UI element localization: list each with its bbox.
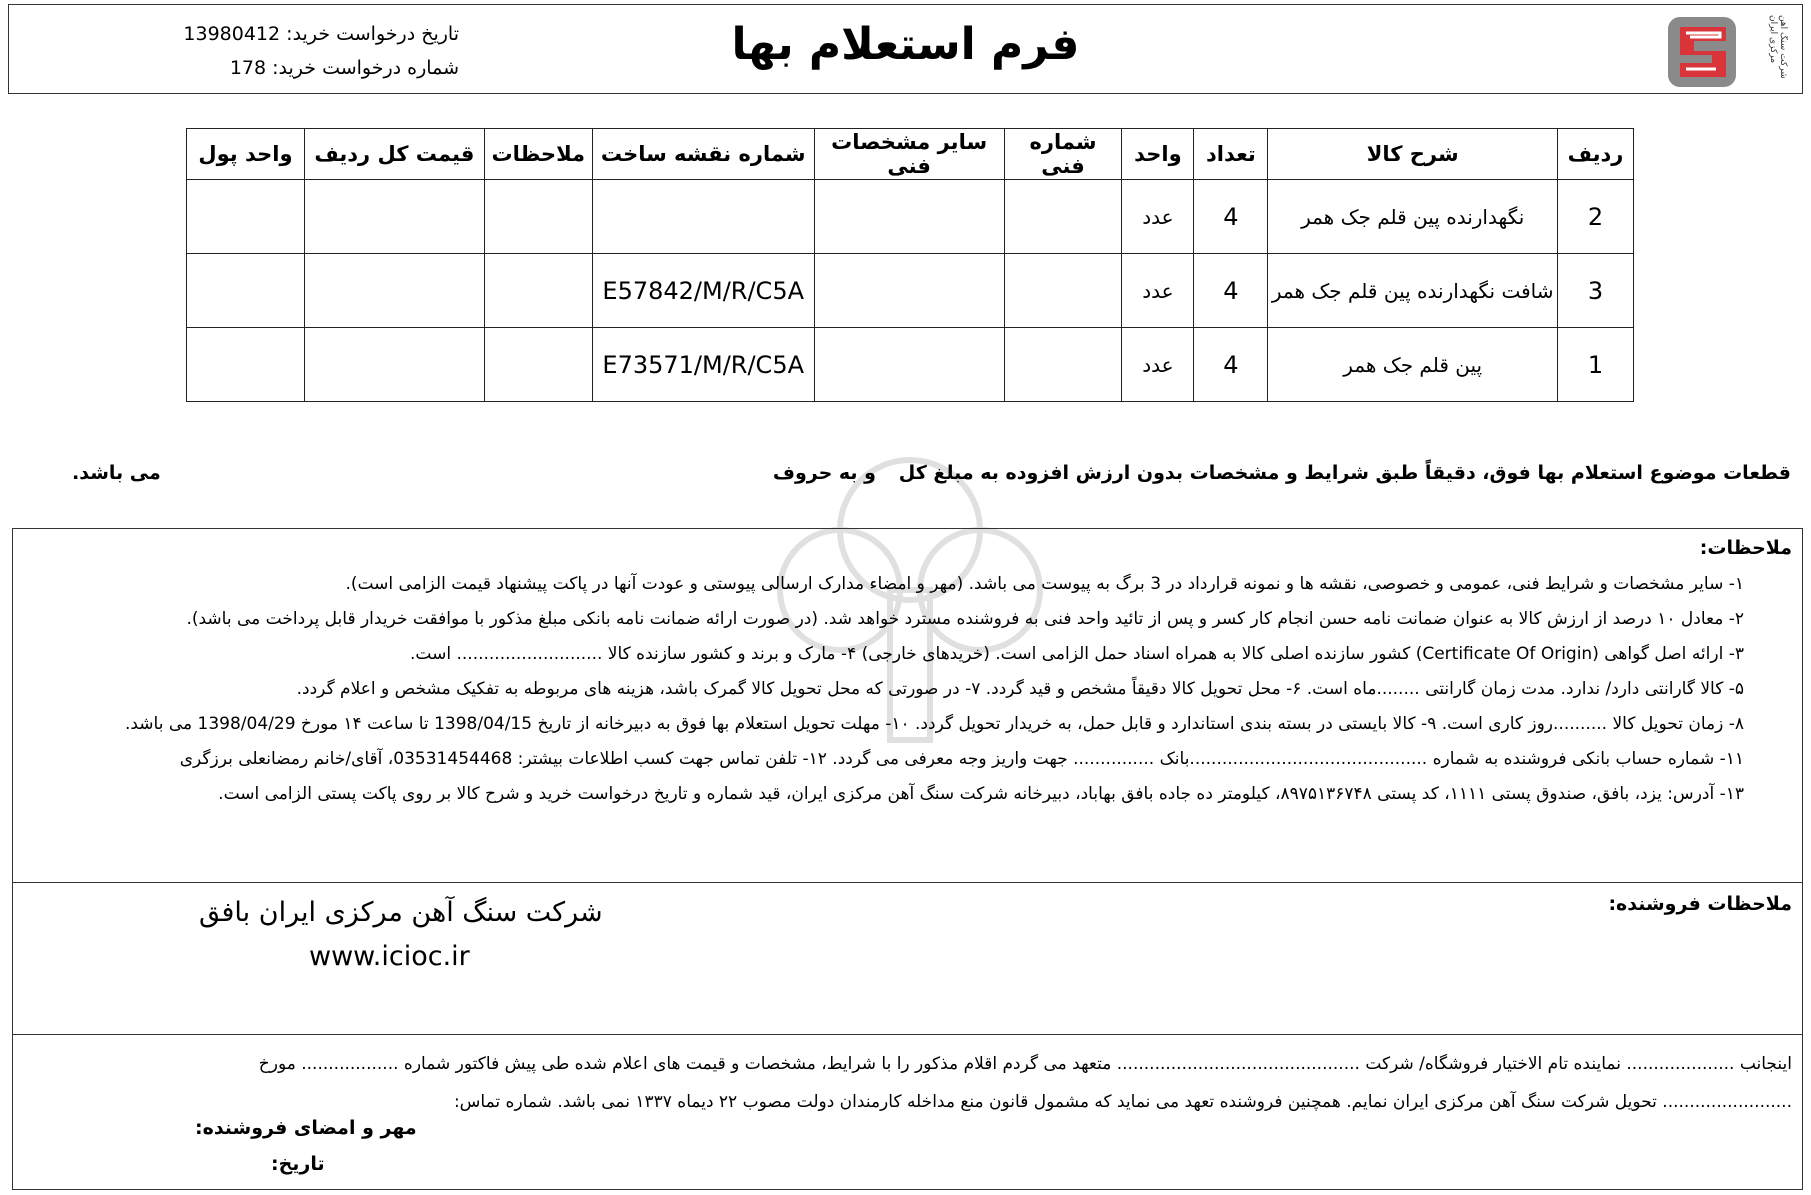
- table-row: [187, 328, 1634, 402]
- statement-in-words: و به حروف: [772, 462, 876, 484]
- cell-currency: [187, 328, 305, 402]
- col-header-quantity: تعداد: [1194, 129, 1268, 180]
- company-name: شرکت سنگ آهن مرکزی ایران بافق: [199, 897, 603, 928]
- request-date-value: 13980412: [183, 23, 281, 45]
- cell-other-specs: [814, 254, 1004, 328]
- col-header-remarks: ملاحظات: [484, 129, 592, 180]
- page-title: فرم استعلام بها: [731, 19, 1080, 70]
- cell-remarks: [484, 180, 592, 254]
- table-row: [187, 180, 1634, 254]
- note-item: ۸- زمان تحویل کالا ..........روز کاری است. ۹- کالا بایستی در بسته بندی استاندارد و قابل حمل، به خریدار تحویل گردد. ۱۰- مهلت تحویل استعلام بها فوق به دبیرخانه از تاریخ 1398/04/15 تا ساعت ۱۴ مورخ 1398/04/29 می باشد.: [124, 714, 1744, 734]
- col-header-technical-number: شماره فنی: [1004, 129, 1122, 180]
- col-header-currency: واحد پول: [187, 129, 305, 180]
- form-header: [8, 4, 1803, 94]
- cell-drawing-number: E57842/M/R/C5A: [592, 254, 814, 328]
- pledge-line: اینجانب .................... نماینده تام الاختیار فروشگاه/ شرکت ............................................. متعهد می گردم اقلام مذکور را با شرایط، مشخصات و قیمت های اعلام شده طی پیش فاکتور شماره .................. مورخ: [258, 1054, 1792, 1074]
- note-item: ۵- کالا گارانتی دارد/ ندارد. مدت زمان گارانتی ........ماه است. ۶- محل تحویل کالا دقیقاً مشخص و قید گردد. ۷- در صورتی که محل تحویل کالا گمرک باشد، هزینه های مربوطه به تفکیک مشخص و اعلام گردد.: [296, 679, 1744, 699]
- notes-title: ملاحظات:: [1699, 537, 1792, 559]
- pledge-section: [12, 1035, 1803, 1190]
- col-header-other-specs: سایر مشخصات فنی: [814, 129, 1004, 180]
- request-info: [159, 17, 459, 85]
- pledge-text: [49, 1045, 1792, 1121]
- cell-technical-number: [1004, 328, 1122, 402]
- request-number-value: 178: [229, 57, 267, 79]
- cell-description: پین قلم جک همر: [1268, 328, 1558, 402]
- company-website: www.icioc.ir: [309, 941, 470, 972]
- note-item: ۱- سایر مشخصات و شرایط فنی، عمومی و خصوصی، نقشه ها و نمونه قرارداد در 3 برگ به پیوست می باشد. (مهر و امضاء مدارک ارسالی پیوستی و عودت آنها در پاکت پیشنهاد قیمت الزامی است).: [345, 574, 1744, 594]
- cell-quantity: 4: [1194, 180, 1268, 254]
- logo-text: شرکت سنگ آهن مرکزی ایران: [1768, 15, 1788, 79]
- col-header-row-total: قیمت کل ردیف: [304, 129, 484, 180]
- cell-description: نگهدارنده پین قلم جک همر: [1268, 180, 1558, 254]
- cell-row-total: [304, 180, 484, 254]
- cell-quantity: 4: [1194, 328, 1268, 402]
- request-number-line: [159, 51, 459, 85]
- cell-row-number: 3: [1558, 254, 1634, 328]
- note-item: ۳- ارائه اصل گواهی (Certificate Of Origin) کشور سازنده اصلی کالا به همراه اسناد حمل الزامی است. (خریدهای خارجی) ۴- مارک و برند و کشور سازنده کالا ........................... است.: [410, 644, 1744, 664]
- request-date-line: [159, 17, 459, 51]
- cell-remarks: [484, 328, 592, 402]
- notes-section: [12, 528, 1803, 883]
- pledge-line: ........................ تحویل شرکت سنگ آهن مرکزی ایران نمایم. همچنین فروشنده تعهد می نماید که مشمول قانون منع مداخله کارمندان دولت مصوب ۲۲ دیماه ۱۳۳۷ نمی باشد. شماره تماس:: [453, 1092, 1792, 1112]
- statement-total-amount: قطعات موضوع استعلام بها فوق، دقیقاً طبق شرایط و مشخصات بدون ارزش افزوده به مبلغ کل: [898, 462, 1791, 484]
- cell-currency: [187, 254, 305, 328]
- cell-technical-number: [1004, 254, 1122, 328]
- cell-row-number: 1: [1558, 328, 1634, 402]
- col-header-description: شرح کالا: [1268, 129, 1558, 180]
- cell-currency: [187, 180, 305, 254]
- cell-description: شافت نگهدارنده پین قلم جک همر: [1268, 254, 1558, 328]
- note-item: ۲- معادل ۱۰ درصد از ارزش کالا به عنوان ضمانت نامه حسن انجام کار کسر و پس از تائید واحد فنی به فروشنده مسترد خواهد شد. (در صورت ارائه ضمانت نامه بانکی مبلغ مذکور با موافقت خریدار قابل پرداخت می باشد).: [186, 609, 1744, 629]
- col-header-unit: واحد: [1122, 129, 1194, 180]
- cell-row-total: [304, 254, 484, 328]
- statement-end: می باشد.: [72, 462, 161, 484]
- cell-remarks: [484, 254, 592, 328]
- cell-other-specs: [814, 180, 1004, 254]
- col-header-row-number: ردیف: [1558, 129, 1634, 180]
- cell-other-specs: [814, 328, 1004, 402]
- notes-list: [35, 567, 1744, 812]
- cell-row-total: [304, 328, 484, 402]
- seller-remarks-title: ملاحظات فروشنده:: [1608, 893, 1792, 915]
- cell-unit: عدد: [1122, 254, 1194, 328]
- seller-signature-label: مهر و امضای فروشنده:: [195, 1117, 417, 1139]
- request-date-label: تاریخ درخواست خرید:: [286, 23, 459, 45]
- table-header-row: [187, 129, 1634, 180]
- table-row: [187, 254, 1634, 328]
- seller-remarks-section: [12, 883, 1803, 1035]
- cell-technical-number: [1004, 180, 1122, 254]
- cell-quantity: 4: [1194, 254, 1268, 328]
- cell-unit: عدد: [1122, 180, 1194, 254]
- cell-row-number: 2: [1558, 180, 1634, 254]
- cell-unit: عدد: [1122, 328, 1194, 402]
- cell-drawing-number: E73571/M/R/C5A: [592, 328, 814, 402]
- cell-drawing-number: [592, 180, 814, 254]
- signature-date-label: تاریخ:: [271, 1153, 325, 1175]
- items-table: [186, 128, 1634, 402]
- request-number-label: شماره درخواست خرید:: [272, 57, 459, 79]
- note-item: ۱۱- شماره حساب بانکی فروشنده به شماره ............................................بانک ............... جهت واریز وجه معرفی می گردد. ۱۲- تلفن تماس جهت کسب اطلاعات بیشتر: 03531454468، آقای/خانم رمضانعلی برزگری: [179, 749, 1744, 769]
- note-item: ۱۳- آدرس: یزد، بافق، صندوق پستی ۱۱۱۱، کد پستی ۸۹۷۵۱۳۶۷۴۸، کیلومتر ده جاده بافق بهاباد، دبیرخانه شرکت سنگ آهن مرکزی ایران، قید شماره و تاریخ درخواست خرید و شرح کالا بر روی پاکت پستی الزامی است.: [218, 784, 1744, 804]
- col-header-drawing-number: شماره نقشه ساخت: [592, 129, 814, 180]
